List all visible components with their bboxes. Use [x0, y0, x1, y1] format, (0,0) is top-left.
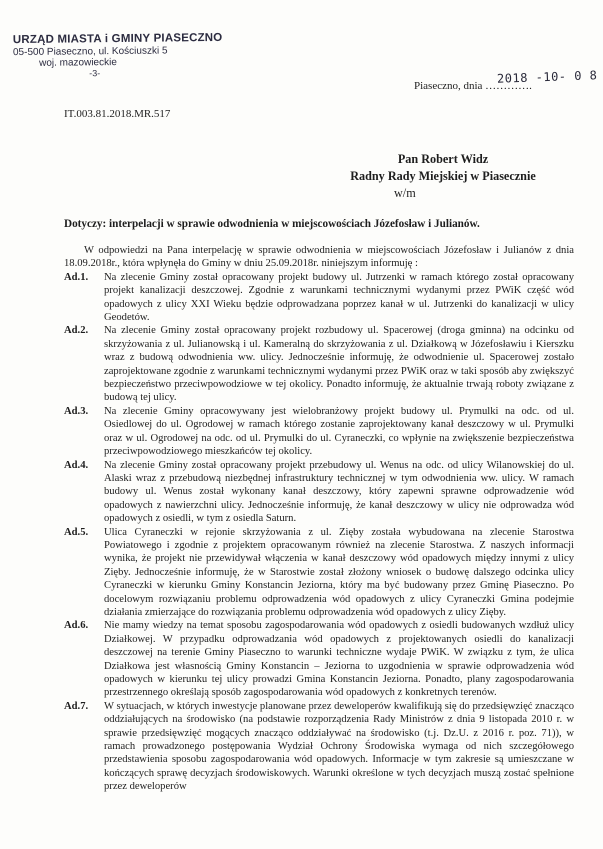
reference-number: IT.003.81.2018.MR.517 [64, 108, 171, 120]
office-stamp [13, 32, 223, 79]
stamp-mark: -3- [89, 68, 101, 79]
recipient-block [314, 151, 572, 202]
paragraph-text: Na zlecenie Gminy opracowywany jest wielobranżowy projekt budowy ul. Prymulki na odc. od ul. Osiedlowej do ul. Ogrodowej w ramach którego zostanie zaprojektowany kanał deszczowy w ul. Prymulki oraz w ul. Ogrodowej na odc. od ul. Prymulki do ul. Cyraneczki, co wpłynie na zwiększenie bezpieczeństwa przeciwpowodziowego mieszkańców tej okolicy. [104, 405, 574, 458]
paragraph-ad5 [64, 526, 574, 620]
intro-paragraph: W odpowiedzi na Pana interpelację w sprawie odwodnienia w miejscowościach Józefosław i Julianów z dnia 18.09.2018r., która wpłynęła do Gminy w dniu 25.09.2018r. niniejszym informuję : [64, 245, 574, 270]
subject-line: Dotyczy: interpelacji w sprawie odwodnienia w miejscowościach Józefosław i Julianów. [64, 218, 480, 230]
stamp-region: woj. mazowieckie [39, 57, 117, 69]
paragraph-ad2 [64, 324, 574, 404]
paragraph-text: Na zlecenie Gminy został opracowany projekt rozbudowy ul. Spacerowej (droga gminna) na odcinku od skrzyżowania z ul. Julianowską i ul. Kameralną do skrzyżowania z ul. Działkową w Józefosławiu i Kierszku wraz z budową odwodnienia ww. ulicy. Jednocześnie informuję, że odwodnienie ul. Spacerowej zostało zaprojektowane zgodnie z warunkami technicznymi wydanymi przez PWiK oraz w taki sposób aby zwiększyć bezpieczeństwo przeciwpowodziowe w tej okolicy. Ponadto informuję, że aktualnie trwają roboty związane z budową tej ulicy. [104, 325, 574, 404]
paragraph-label: Ad.7. [64, 700, 89, 712]
paragraph-text: W sytuacjach, w których inwestycje planowane przez deweloperów kwalifikują się do przedsięwzięć znacząco oddziałujących na środowisko (na podstawie rozporządzenia Rady Ministrów z dnia 9 listopada 2010 r. w sprawie przedsięwzięć mogących znacząco oddziaływać na środowisko (t.j. Dz.U. z 2016 r. poz. 71)), w ramach prowadzonego postępowania Wydział Ochrony Środowiska wymaga od nich szczegółowego przedstawienia sposobu zagospodarowania wód opadowych. Informacje w tym zakresie są umieszczane w kończących sprawę decyzjach środowiskowych. Warunki określone w tych decyzjach muszą zostać spełnione przez deweloperów [104, 700, 574, 793]
paragraph-text: Na zlecenie Gminy został opracowany projekt budowy ul. Jutrzenki w ramach którego został opracowany projekt kanalizacji deszczowej. Zgodnie z warunkami technicznymi wydanymi przez PWiK część wód opadowych z ulicy XXI Wieku będzie odprowadzana poprzez kanał w ul. Jutrzenki do kanalizacji w ulicy Geodetów. [104, 271, 574, 324]
paragraph-ad7 [64, 700, 574, 794]
recipient-wm: w/m [394, 186, 416, 200]
place-date-line: Piaseczno, dnia …………. [414, 80, 532, 92]
paragraph-label: Ad.6. [64, 620, 89, 632]
paragraph-ad1 [64, 271, 574, 325]
letter-body [64, 244, 574, 794]
stamp-address: 05-500 Piaseczno, ul. Kościuszki 5 [12, 45, 168, 59]
paragraph-text: Ulica Cyraneczki w rejonie skrzyżowania z ul. Zięby została wybudowana na zlecenie Starostwa Powiatowego i zgodnie z projektem opracowanym również na zlecenie Starostwa. Z naszych informacji wynika, że projekt nie przewidywał włączenia w kanał deszczowy wód opadowych między innymi z ulicy Zięby. Jednocześnie informuję, że w Starostwie został złożony wniosek o budowę dalszego odcinka ulicy Cyraneczki w kierunku Gminy Konstancin Jeziorna, który ma być budowany przez Gminę Piaseczno. Po docelowym rozwiązaniu problemu odprowadzenia wód opadowych z ulicy Cyraneczki Gmina podejmie działania zmierzające do rozwiązania problemu odprowadzenia wód opadowych z ulicy Zięby. [104, 526, 574, 618]
handwritten-date: 2018 -10- 0 8 [496, 68, 598, 86]
stamp-office-name: URZĄD MIASTA i GMINY PIASECZNO [12, 31, 223, 47]
recipient-title: Radny Rady Miejskiej w Piasecznie [350, 169, 536, 183]
paragraph-label: Ad.3. [64, 405, 89, 417]
paragraph-ad6 [64, 619, 574, 699]
paragraph-ad4 [64, 459, 574, 526]
paragraph-label: Ad.4. [64, 459, 89, 471]
paragraph-label: Ad.1. [64, 271, 89, 283]
paragraph-text: Na zlecenie Gminy został opracowany projekt przebudowy ul. Wenus na odc. od ulicy Wilanowskiej do ul. Alaski wraz z przebudową niezbędnej infrastruktury technicznej w tym odwodnienia ww. ulicy. W ramach budowy ul. Wenus został wykonany kanał deszczowy, który zapewni sprawne odprowadzenie wód opadowych z nawierzchni ulicy. Jednocześnie informuję, że kanał deszczowy w ulicy nie odprowadza wód opadowych z osiedli, w tym z osiedla Saturn. [104, 459, 574, 525]
paragraph-label: Ad.2. [64, 325, 89, 337]
paragraph-label: Ad.5. [64, 526, 89, 538]
paragraph-text: Nie mamy wiedzy na temat sposobu zagospodarowania wód opadowych z osiedli budowanych wzdłuż ulicy Działkowej. W przypadku odprowadzania wód opadowych z projektowanych osiedli do kanalizacji deszczowej na terenie Gminy Piaseczno to warunki techniczne wydaje PWiK. W związku z tym, że ulica Działkowa jest własnością Gminy Konstancin – Jeziorna to uzgodnienia w sprawie odprowadzenia wód opadowych w kierunku tej ulicy prowadzi Gmina Konstancin Jeziorna. Ponadto, plany zagospodarowania przestrzennego określają sposób zagospodarowania wód opadowych z konkretnych terenów. [104, 620, 574, 699]
paragraph-ad3 [64, 405, 574, 459]
recipient-name: Pan Robert Widz [397, 152, 489, 166]
